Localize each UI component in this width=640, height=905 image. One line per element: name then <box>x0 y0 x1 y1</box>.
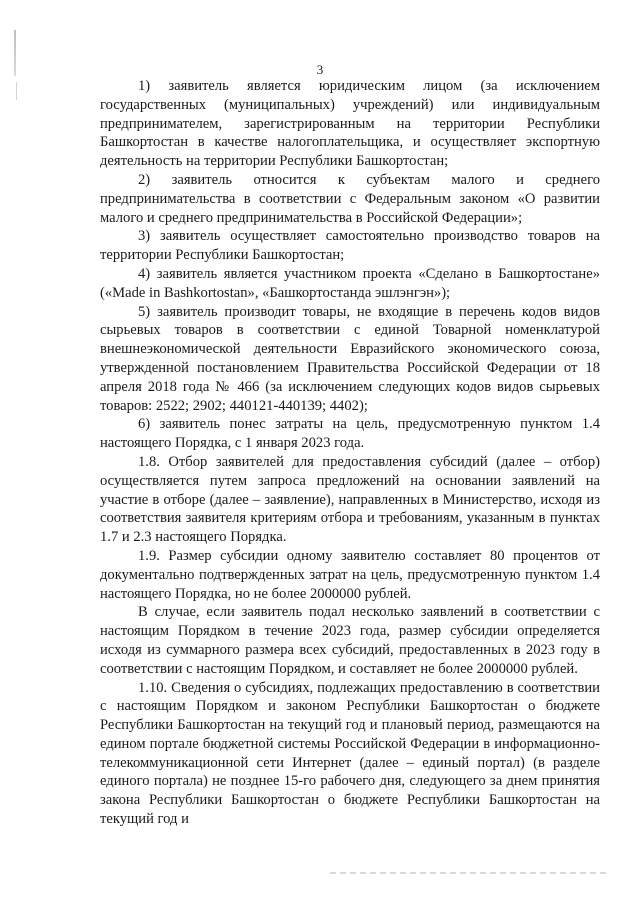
paragraph-clause-1-8: 1.8. Отбор заявителей для предоставления субсидий (далее – отбор) осуществляется путем запроса предложений на основании заявлений на участие в отборе (далее – заявление), направленных в Министерство, исходя из соответствия заявителя критериям отбора и требованиям, указанным в пунктах 1.7 и 2.3 настоящего Порядка. <box>100 453 600 546</box>
document-body <box>100 77 600 829</box>
paragraph-item-5: 5) заявитель производит товары, не входящие в перечень кодов видов сырьевых товаров в соответствии с единой Товарной номенклатурой внешнеэкономической деятельности Евразийского экономического союза, утвержденной постановлением Правительства Российской Федерации от 18 апреля 2018 года № 466 (за исключением следующих кодов видов сырьевых товаров: 2522; 2902; 440121-440139; 4402); <box>100 303 600 414</box>
paragraph-item-1: 1) заявитель является юридическим лицом (за исключением государственных (муниципальных) учреждений) или индивидуальным предпринимателем, зарегистрированным на территории Республики Башкортостан в качестве налогоплательщика, и осуществляет экспортную деятельность на территории Республики Башкортостан; <box>100 78 600 170</box>
paragraph-clause-1-10: 1.10. Сведения о субсидиях, подлежащих предоставлению в соответствии с настоящим Порядком и законом Республики Башкортостан о бюджете Республики Башкортостан на текущий год и плановый период, размещаются на едином портале бюджетной системы Российской Федерации в информационно-телекоммуникационной сети Интернет (далее – единый портал) (в разделе единого портала) не позднее 15-го рабочего дня, следующего за днем принятия закона Республики Башкортостан о бюджете Республики Башкортостан на текущий год и <box>100 679 600 828</box>
paragraph-clause-1-9: 1.9. Размер субсидии одному заявителю составляет 80 процентов от документально подтвержденных затрат на цель, предусмотренную пунктом 1.4 настоящего Порядка, но не более 2000000 рублей. <box>100 547 600 602</box>
paragraph-item-6: 6) заявитель понес затраты на цель, предусмотренную пунктом 1.4 настоящего Порядка, с 1 января 2023 года. <box>100 416 600 452</box>
paragraph-item-2: 2) заявитель относится к субъектам малого и среднего предпринимательства в соответствии с Федеральным законом «О развитии малого и среднего предпринимательства в Российской Федерации»; <box>100 171 600 226</box>
paragraph-multiple-applications: В случае, если заявитель подал несколько заявлений в соответствии с настоящим Порядком в течение 2023 года, размер субсидии определяется исходя из суммарного размера всех субсидий, предоставленных в 2023 году в соответствии с настоящим Порядком, и составляет не более 2000000 рублей. <box>100 604 600 677</box>
page-number: 3 <box>316 62 324 77</box>
scan-artifact-dots <box>330 872 610 874</box>
paragraph-item-3: 3) заявитель осуществляет самостоятельно производство товаров на территории Республики Башкортостан; <box>100 228 600 264</box>
scan-artifact-mark <box>16 82 17 100</box>
paragraph-item-4: 4) заявитель является участником проекта «Сделано в Башкортостане» («Made in Bashkortostan», «Башкортостанда эшлэнгэн»); <box>100 265 600 301</box>
